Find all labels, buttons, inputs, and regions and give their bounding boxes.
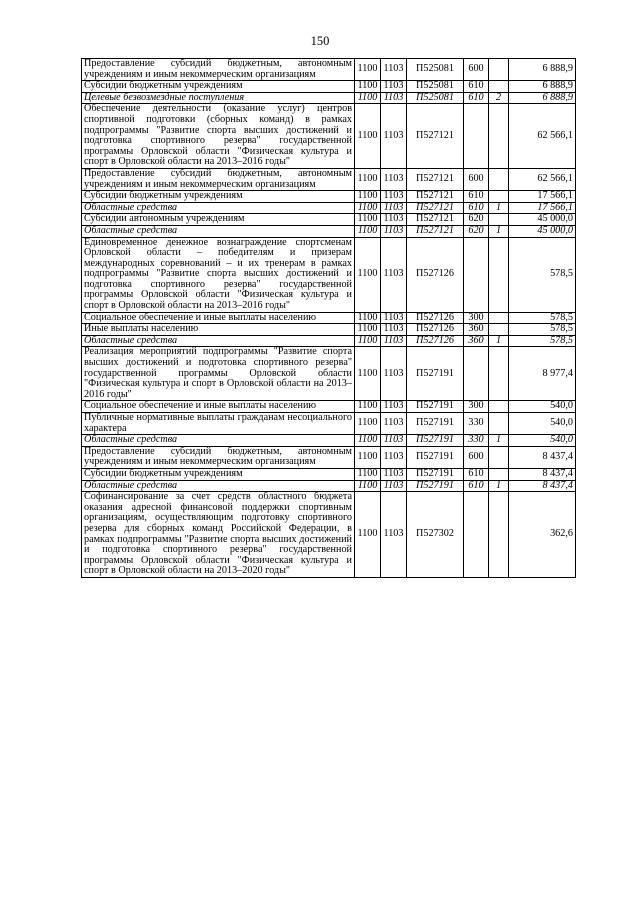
- row-subsection: 1103: [381, 237, 407, 312]
- row-target-code: П527126: [407, 335, 464, 347]
- table-row: [82, 312, 576, 324]
- row-amount: 62 566,1: [509, 168, 576, 190]
- table-row: [82, 492, 576, 578]
- row-name: Предоставление субсидий бюджетным, автономным учреждениям и иным некоммерческим организациям: [82, 446, 355, 468]
- row-section: 1100: [355, 59, 381, 81]
- row-name: Субсидии бюджетным учреждениям: [82, 468, 355, 480]
- row-section: 1100: [355, 347, 381, 401]
- row-expense-group: 610: [464, 92, 489, 104]
- row-target-code: П527126: [407, 324, 464, 336]
- row-expense-group: 360: [464, 335, 489, 347]
- row-expense-group: 610: [464, 81, 489, 93]
- row-name: Областные средства: [82, 435, 355, 447]
- table-row: [82, 324, 576, 336]
- row-section: 1100: [355, 480, 381, 492]
- row-amount: 6 888,9: [509, 59, 576, 81]
- row-section: 1100: [355, 225, 381, 237]
- row-fund-source: 1: [489, 335, 509, 347]
- row-amount: 362,6: [509, 492, 576, 578]
- row-amount: 17 566,1: [509, 191, 576, 203]
- row-fund-source: [489, 468, 509, 480]
- row-expense-group: 620: [464, 225, 489, 237]
- table-row: [82, 335, 576, 347]
- row-name: Субсидии бюджетным учреждениям: [82, 191, 355, 203]
- row-target-code: П525081: [407, 81, 464, 93]
- row-section: 1100: [355, 202, 381, 214]
- row-expense-group: 610: [464, 191, 489, 203]
- row-fund-source: 1: [489, 435, 509, 447]
- row-subsection: 1103: [381, 435, 407, 447]
- row-amount: 578,5: [509, 335, 576, 347]
- row-fund-source: [489, 413, 509, 435]
- table-row: [82, 59, 576, 81]
- row-section: 1100: [355, 191, 381, 203]
- row-amount: 578,5: [509, 237, 576, 312]
- row-name: Софинансирование за счет средств областного бюджета оказания адресной финансовой поддержки спортивным организациям, осуществляющим подготовку спортивного резерва для сборных команд Российской Федерации, в рамках подпрограммы "Развитие спорта высших достижений и подготовка спортивного резерва" государственной программы Орловской области "Физическая культура и спорт в Орловской области на 2013–2020 годы": [82, 492, 355, 578]
- row-target-code: П527191: [407, 413, 464, 435]
- row-expense-group: 610: [464, 468, 489, 480]
- row-name: Целевые безвозмездные поступления: [82, 92, 355, 104]
- table-row: [82, 214, 576, 226]
- row-name: Предоставление субсидий бюджетным, автономным учреждениям и иным некоммерческим организациям: [82, 59, 355, 81]
- row-target-code: П527191: [407, 347, 464, 401]
- row-fund-source: [489, 168, 509, 190]
- row-target-code: П527191: [407, 401, 464, 413]
- row-subsection: 1103: [381, 214, 407, 226]
- row-expense-group: 600: [464, 168, 489, 190]
- row-name: Областные средства: [82, 202, 355, 214]
- table-row: [82, 237, 576, 312]
- page-number: 150: [310, 34, 330, 48]
- row-section: 1100: [355, 435, 381, 447]
- row-name: Единовременное денежное вознаграждение спортсменам Орловской области – победителям и призерам международных соревнований – и их тренерам в рамках подпрограммы "Развитие спорта высших достижений и подготовка спортивного резерва" государственной программы Орловской области "Физическая культура и спорт в Орловской области на 2013–2016 годы": [82, 237, 355, 312]
- row-fund-source: [489, 81, 509, 93]
- row-fund-source: [489, 237, 509, 312]
- row-name: Обеспечение деятельности (оказание услуг) центров спортивной подготовки (сборных команд) в рамках подпрограммы "Развитие спорта высших достижений и подготовка спортивного резерва" государственной программы Орловской области "Физическая культура и спорт в Орловской области на 2013–2016 годы": [82, 104, 355, 169]
- row-expense-group: 300: [464, 401, 489, 413]
- row-subsection: 1103: [381, 59, 407, 81]
- row-amount: 6 888,9: [509, 92, 576, 104]
- row-target-code: П527121: [407, 191, 464, 203]
- row-expense-group: 610: [464, 202, 489, 214]
- table-row: [82, 480, 576, 492]
- row-subsection: 1103: [381, 312, 407, 324]
- row-expense-group: [464, 104, 489, 169]
- row-subsection: 1103: [381, 335, 407, 347]
- row-amount: 540,0: [509, 413, 576, 435]
- table-row: [82, 225, 576, 237]
- row-amount: 45 000,0: [509, 214, 576, 226]
- table-row: [82, 468, 576, 480]
- row-section: 1100: [355, 468, 381, 480]
- row-amount: 8 977,4: [509, 347, 576, 401]
- row-expense-group: 360: [464, 324, 489, 336]
- row-amount: 540,0: [509, 401, 576, 413]
- table-row: [82, 435, 576, 447]
- row-fund-source: [489, 401, 509, 413]
- row-subsection: 1103: [381, 202, 407, 214]
- row-target-code: П527121: [407, 225, 464, 237]
- row-subsection: 1103: [381, 168, 407, 190]
- row-name: Предоставление субсидий бюджетным, автономным учреждениям и иным некоммерческим организациям: [82, 168, 355, 190]
- row-expense-group: 620: [464, 214, 489, 226]
- table-row: [82, 104, 576, 169]
- row-expense-group: 330: [464, 435, 489, 447]
- row-amount: 17 566,1: [509, 202, 576, 214]
- row-subsection: 1103: [381, 92, 407, 104]
- row-section: 1100: [355, 492, 381, 578]
- row-fund-source: [489, 347, 509, 401]
- row-fund-source: [489, 492, 509, 578]
- row-subsection: 1103: [381, 81, 407, 93]
- row-subsection: 1103: [381, 401, 407, 413]
- row-target-code: П527121: [407, 214, 464, 226]
- row-expense-group: [464, 492, 489, 578]
- row-amount: 62 566,1: [509, 104, 576, 169]
- table-row: [82, 413, 576, 435]
- row-subsection: 1103: [381, 347, 407, 401]
- row-name: Областные средства: [82, 335, 355, 347]
- row-target-code: П527126: [407, 312, 464, 324]
- row-subsection: 1103: [381, 492, 407, 578]
- row-section: 1100: [355, 237, 381, 312]
- row-section: 1100: [355, 168, 381, 190]
- row-name: Социальное обеспечение и иные выплаты населению: [82, 401, 355, 413]
- row-expense-group: 330: [464, 413, 489, 435]
- table-row: [82, 191, 576, 203]
- row-amount: 540,0: [509, 435, 576, 447]
- row-target-code: П527121: [407, 168, 464, 190]
- row-name: Социальное обеспечение и иные выплаты населению: [82, 312, 355, 324]
- row-subsection: 1103: [381, 225, 407, 237]
- row-amount: 6 888,9: [509, 81, 576, 93]
- row-amount: 45 000,0: [509, 225, 576, 237]
- table-row: [82, 168, 576, 190]
- row-section: 1100: [355, 335, 381, 347]
- row-fund-source: [489, 324, 509, 336]
- row-subsection: 1103: [381, 104, 407, 169]
- table-row: [82, 446, 576, 468]
- row-subsection: 1103: [381, 324, 407, 336]
- row-expense-group: 610: [464, 480, 489, 492]
- table-row: [82, 347, 576, 401]
- row-fund-source: [489, 191, 509, 203]
- row-target-code: П527191: [407, 468, 464, 480]
- row-fund-source: [489, 104, 509, 169]
- row-section: 1100: [355, 92, 381, 104]
- row-expense-group: 600: [464, 446, 489, 468]
- row-amount: 578,5: [509, 312, 576, 324]
- row-subsection: 1103: [381, 413, 407, 435]
- row-section: 1100: [355, 214, 381, 226]
- row-expense-group: [464, 237, 489, 312]
- row-target-code: П527121: [407, 202, 464, 214]
- row-section: 1100: [355, 81, 381, 93]
- row-name: Областные средства: [82, 480, 355, 492]
- row-name: Публичные нормативные выплаты гражданам несоциального характера: [82, 413, 355, 435]
- row-fund-source: 1: [489, 480, 509, 492]
- row-subsection: 1103: [381, 446, 407, 468]
- row-target-code: П527302: [407, 492, 464, 578]
- row-amount: 8 437,4: [509, 446, 576, 468]
- row-fund-source: [489, 214, 509, 226]
- row-name: Реализация мероприятий подпрограммы "Развитие спорта высших достижений и подготовка спортивного резерва" государственной программы Орловской области "Физическая культура и спорт в Орловской области на 2013–2016 годы": [82, 347, 355, 401]
- row-target-code: П527191: [407, 480, 464, 492]
- row-subsection: 1103: [381, 191, 407, 203]
- row-target-code: П525081: [407, 92, 464, 104]
- row-section: 1100: [355, 324, 381, 336]
- row-name: Субсидии автономным учреждениям: [82, 214, 355, 226]
- row-fund-source: [489, 446, 509, 468]
- row-name: Субсидии бюджетным учреждениям: [82, 81, 355, 93]
- row-expense-group: [464, 347, 489, 401]
- row-target-code: П527191: [407, 435, 464, 447]
- row-name: Областные средства: [82, 225, 355, 237]
- row-fund-source: 2: [489, 92, 509, 104]
- row-fund-source: [489, 59, 509, 81]
- row-section: 1100: [355, 401, 381, 413]
- table-row: [82, 92, 576, 104]
- row-target-code: П527121: [407, 104, 464, 169]
- row-name: Иные выплаты населению: [82, 324, 355, 336]
- row-subsection: 1103: [381, 468, 407, 480]
- budget-table: [81, 58, 576, 578]
- table-row: [82, 401, 576, 413]
- row-expense-group: 300: [464, 312, 489, 324]
- row-expense-group: 600: [464, 59, 489, 81]
- row-amount: 8 437,4: [509, 468, 576, 480]
- row-amount: 8 437,4: [509, 480, 576, 492]
- row-section: 1100: [355, 413, 381, 435]
- row-target-code: П527191: [407, 446, 464, 468]
- row-section: 1100: [355, 312, 381, 324]
- table-row: [82, 81, 576, 93]
- row-target-code: П527126: [407, 237, 464, 312]
- row-fund-source: 1: [489, 225, 509, 237]
- row-amount: 578,5: [509, 324, 576, 336]
- table-row: [82, 202, 576, 214]
- row-fund-source: 1: [489, 202, 509, 214]
- row-section: 1100: [355, 104, 381, 169]
- row-target-code: П525081: [407, 59, 464, 81]
- row-fund-source: [489, 312, 509, 324]
- row-section: 1100: [355, 446, 381, 468]
- row-subsection: 1103: [381, 480, 407, 492]
